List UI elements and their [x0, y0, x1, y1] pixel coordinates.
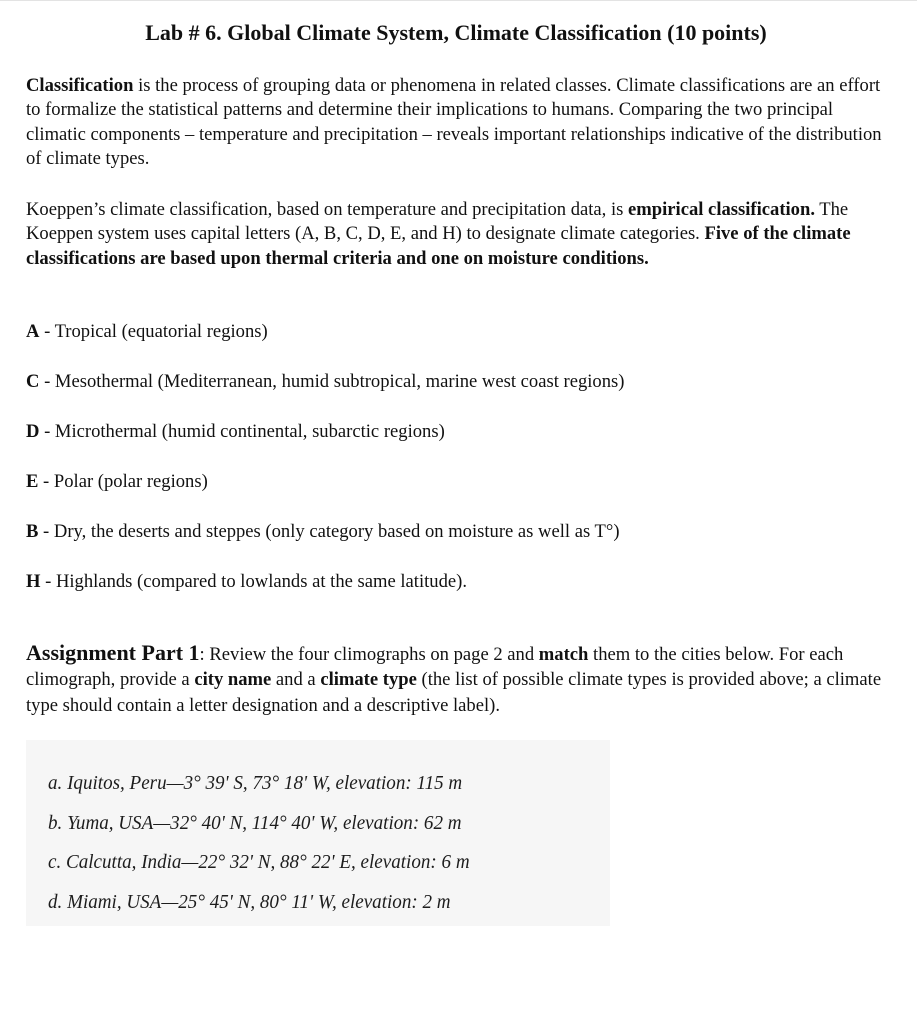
category-letter: A — [26, 321, 40, 342]
city-item: a. Iquitos, Peru—3° 39' S, 73° 18' W, elevation: 115 m — [48, 772, 463, 794]
city-item: b. Yuma, USA—32° 40' N, 114° 40' W, elevation: 62 m — [48, 812, 462, 834]
category-text: - Mesothermal (Mediterranean, humid subtropical, marine west coast regions) — [39, 371, 625, 392]
category-letter: C — [26, 371, 40, 392]
koeppen-lead: Koeppen’s climate classification, based on temperature and precipitation data, is — [26, 199, 629, 220]
intro-term: Classification — [26, 75, 134, 96]
koeppen-paragraph — [26, 198, 886, 271]
top-rule — [0, 0, 917, 1]
category-text: - Tropical (equatorial regions) — [39, 321, 268, 342]
assignment-text: : Review the four climographs on page 2 and — [199, 643, 539, 665]
page-title: Lab # 6. Global Climate System, Climate Classification (10 points) — [145, 20, 767, 45]
category-line — [26, 520, 620, 544]
city-item: d. Miami, USA—25° 45' N, 80° 11' W, elevation: 2 m — [48, 891, 451, 913]
intro-paragraph — [26, 74, 886, 171]
city-item: c. Calcutta, India—22° 32' N, 88° 22' E, elevation: 6 m — [48, 851, 470, 873]
assignment-bold-match: match — [538, 643, 589, 665]
assignment-text: them to the cities below. For each climograph, provide a — [26, 643, 844, 691]
category-letter: H — [26, 571, 41, 592]
category-letter: E — [26, 471, 39, 492]
koeppen-bold-criteria: Five of the climate classifications are based upon thermal criteria and one on moisture conditions. — [26, 223, 851, 269]
category-text: - Microthermal (humid continental, subarctic regions) — [39, 421, 445, 442]
category-line — [26, 370, 624, 394]
koeppen-bold-empirical: empirical classification. — [628, 199, 815, 220]
document-page — [26, 18, 886, 913]
category-text: - Dry, the deserts and steppes (only category based on moisture as well as T°) — [38, 521, 620, 542]
assignment-heading: Assignment Part 1 — [26, 639, 200, 665]
assignment-text: and a — [271, 669, 321, 691]
city-list-image — [26, 740, 610, 926]
category-line — [26, 470, 208, 494]
category-line — [26, 570, 467, 594]
assignment-paragraph — [26, 640, 886, 719]
category-line — [26, 320, 268, 344]
category-text: - Polar (polar regions) — [38, 471, 208, 492]
category-text: - Highlands (compared to lowlands at the same latitude). — [40, 571, 467, 592]
category-letter: B — [26, 521, 39, 542]
assignment-bold-city-name: city name — [194, 669, 272, 691]
category-line — [26, 420, 445, 444]
intro-text: is the process of grouping data or phenomena in related classes. Climate classifications are an effort to formalize the statistical patterns and determine their implications to humans. Comparing the two principal climatic components – temperature and precipitation – reveals important relationships indicative of the distribution of climate types. — [26, 75, 882, 169]
koeppen-mid: The Koeppen system uses capital letters (A, B, C, D, E, and H) to designate climate categories. — [26, 199, 849, 245]
assignment-text: (the list of possible climate types is provided above; a climate type should contain a letter designation and a descriptive label). — [26, 669, 882, 716]
category-letter: D — [26, 421, 40, 442]
assignment-bold-climate-type: climate type — [320, 669, 417, 691]
